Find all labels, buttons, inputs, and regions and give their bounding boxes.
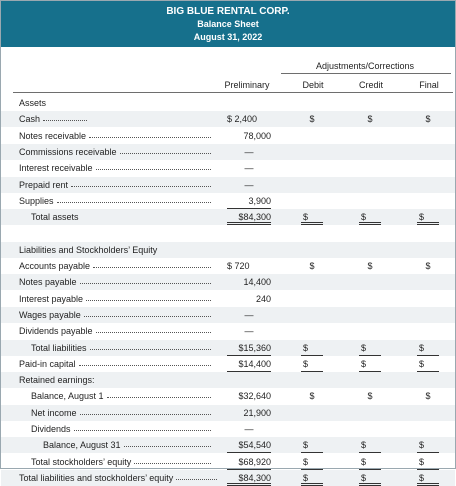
row-label bbox=[19, 128, 213, 144]
row-label-text: Wages payable bbox=[19, 309, 81, 320]
row-label-text: Total assets bbox=[31, 212, 79, 223]
row-label bbox=[19, 356, 213, 372]
final-entry: $ bbox=[417, 209, 439, 225]
statement-row bbox=[1, 405, 455, 421]
row-label bbox=[19, 193, 213, 209]
credit-entry: $ bbox=[359, 356, 381, 372]
credit-entry: $ bbox=[359, 437, 381, 453]
statement-row bbox=[1, 470, 455, 486]
statement-row bbox=[1, 144, 455, 160]
debit-entry: $ bbox=[309, 114, 315, 125]
row-label-text: Interest receivable bbox=[19, 163, 93, 174]
preliminary-value: 78,000 bbox=[243, 130, 271, 141]
row-label bbox=[19, 274, 213, 290]
credit-entry: $ bbox=[359, 209, 381, 225]
dot-leader bbox=[107, 388, 211, 398]
preliminary-value: $32,640 bbox=[238, 391, 271, 402]
row-label-text: Total liabilities bbox=[31, 342, 87, 353]
preliminary-value: 21,900 bbox=[243, 407, 271, 418]
row-label-text: Notes payable bbox=[19, 277, 77, 288]
statement-row bbox=[1, 437, 455, 453]
dot-leader bbox=[93, 258, 211, 268]
preliminary-value: $14,400 bbox=[227, 356, 271, 372]
row-label-text: Dividends bbox=[31, 424, 71, 434]
dot-leader bbox=[74, 421, 211, 431]
final-entry: $ bbox=[425, 114, 431, 125]
dot-leader bbox=[96, 160, 211, 170]
final-entry: $ bbox=[425, 261, 431, 271]
preliminary-value: 3,900 bbox=[227, 193, 271, 209]
credit-entry: $ bbox=[359, 454, 381, 470]
row-label bbox=[19, 470, 219, 486]
dot-leader bbox=[176, 470, 217, 480]
preliminary-value: 14,400 bbox=[243, 277, 271, 288]
preliminary-value: — bbox=[244, 424, 254, 434]
adjustments-rule bbox=[281, 73, 451, 74]
row-label bbox=[31, 340, 213, 356]
row-label bbox=[19, 258, 213, 274]
dot-leader bbox=[86, 291, 211, 301]
row-label-text: Balance, August 1 bbox=[31, 391, 104, 402]
statement-row bbox=[1, 421, 455, 437]
row-label bbox=[31, 421, 213, 437]
row-label-text: Net income bbox=[31, 407, 77, 418]
row-label-text: Total liabilities and stockholders’ equity bbox=[19, 472, 174, 483]
final-entry: $ bbox=[417, 340, 439, 356]
credit-entry: $ bbox=[367, 391, 373, 402]
row-label-text: Retained earnings: bbox=[19, 375, 95, 386]
dot-leader bbox=[124, 437, 211, 447]
row-label bbox=[19, 95, 213, 111]
row-label bbox=[19, 307, 213, 323]
statement-row bbox=[1, 225, 455, 241]
row-label-text: Dividends payable bbox=[19, 326, 93, 337]
statement-row bbox=[1, 454, 455, 470]
row-label bbox=[31, 405, 213, 421]
preliminary-value: $54,540 bbox=[227, 437, 271, 453]
row-label bbox=[31, 209, 213, 225]
row-label-text: Balance, August 31 bbox=[43, 440, 121, 451]
col-final: Final bbox=[419, 80, 439, 90]
dot-leader bbox=[57, 193, 211, 203]
row-label bbox=[19, 160, 213, 176]
statement-row bbox=[1, 258, 455, 274]
debit-entry: $ bbox=[301, 437, 323, 453]
row-label-text: Interest payable bbox=[19, 293, 84, 304]
col-credit: Credit bbox=[358, 80, 383, 90]
final-entry: $ bbox=[417, 454, 439, 470]
row-label bbox=[19, 144, 213, 160]
final-entry: $ bbox=[425, 391, 431, 402]
row-label-text: Cash bbox=[19, 114, 41, 125]
row-label-text: Accounts payable bbox=[19, 261, 91, 271]
statement-row bbox=[1, 274, 455, 290]
row-label-text: Supplies bbox=[19, 195, 54, 206]
dot-leader bbox=[96, 323, 211, 333]
statement-row bbox=[1, 242, 455, 258]
preliminary-value: 240 bbox=[255, 293, 271, 304]
credit-entry: $ bbox=[367, 261, 373, 271]
preliminary-value: $84,300 bbox=[227, 209, 271, 225]
preliminary-value: $84,300 bbox=[227, 470, 271, 486]
final-entry: $ bbox=[417, 437, 439, 453]
statement-row bbox=[1, 372, 455, 388]
dot-leader bbox=[71, 177, 211, 187]
row-label bbox=[31, 388, 213, 404]
dot-leader bbox=[89, 128, 211, 138]
dot-leader bbox=[90, 340, 211, 350]
statement-row bbox=[1, 323, 455, 339]
preliminary-value: — bbox=[244, 309, 254, 320]
statement-row bbox=[1, 307, 455, 323]
row-label-text: Paid-in capital bbox=[19, 358, 76, 369]
debit-entry: $ bbox=[301, 470, 323, 486]
debit-entry: $ bbox=[301, 454, 323, 470]
row-label-text: Assets bbox=[19, 98, 47, 108]
preliminary-value: $ 720 bbox=[227, 261, 250, 271]
statement-row bbox=[1, 193, 455, 209]
row-label bbox=[31, 454, 213, 470]
row-label bbox=[19, 242, 213, 258]
credit-entry: $ bbox=[359, 340, 381, 356]
statement-row bbox=[1, 95, 455, 111]
credit-entry: $ bbox=[367, 114, 373, 125]
statement-row bbox=[1, 160, 455, 176]
dot-leader bbox=[84, 307, 211, 317]
preliminary-value: — bbox=[244, 179, 254, 190]
dot-leader bbox=[120, 144, 211, 154]
row-label bbox=[43, 437, 213, 453]
row-label-text: Notes receivable bbox=[19, 130, 87, 141]
adjustments-heading: Adjustments/Corrections bbox=[315, 61, 415, 71]
preliminary-value: — bbox=[244, 146, 254, 157]
final-entry: $ bbox=[417, 470, 439, 486]
statement-row bbox=[1, 111, 455, 127]
statement-header bbox=[1, 1, 455, 47]
dot-leader bbox=[79, 356, 211, 366]
header-rule bbox=[13, 92, 453, 93]
company-name: BIG BLUE RENTAL CORP. bbox=[166, 6, 290, 17]
row-label bbox=[19, 111, 89, 127]
preliminary-value: — bbox=[244, 163, 254, 174]
dot-leader bbox=[43, 111, 87, 121]
statement-date: August 31, 2022 bbox=[193, 32, 263, 42]
row-label-text: Prepaid rent bbox=[19, 179, 69, 190]
final-entry: $ bbox=[417, 356, 439, 372]
preliminary-value: $68,920 bbox=[227, 454, 271, 470]
row-label-text: Total stockholders’ equity bbox=[31, 456, 132, 467]
row-label-text: Commissions receivable bbox=[19, 146, 117, 157]
statement-row bbox=[1, 388, 455, 404]
debit-entry: $ bbox=[309, 391, 315, 402]
debit-entry: $ bbox=[301, 356, 323, 372]
statement-row bbox=[1, 177, 455, 193]
statement-row bbox=[1, 209, 455, 225]
dot-leader bbox=[134, 454, 211, 464]
row-label bbox=[19, 372, 213, 388]
col-debit: Debit bbox=[302, 80, 324, 90]
statement-row bbox=[1, 340, 455, 356]
debit-entry: $ bbox=[309, 261, 315, 271]
statement-row bbox=[1, 356, 455, 372]
credit-entry: $ bbox=[359, 470, 381, 486]
statement-row bbox=[1, 291, 455, 307]
statement-row bbox=[1, 128, 455, 144]
dot-leader bbox=[80, 274, 211, 284]
dot-leader bbox=[80, 405, 211, 415]
debit-entry: $ bbox=[301, 209, 323, 225]
row-label-text: Liabilities and Stockholders’ Equity bbox=[19, 244, 158, 255]
row-label bbox=[19, 291, 213, 307]
preliminary-value: $15,360 bbox=[227, 340, 271, 356]
row-label bbox=[19, 177, 213, 193]
debit-entry: $ bbox=[301, 340, 323, 356]
preliminary-value: — bbox=[244, 326, 254, 337]
row-label bbox=[19, 323, 213, 339]
preliminary-value: $ 2,400 bbox=[227, 114, 258, 125]
statement-title: Balance Sheet bbox=[197, 19, 259, 29]
col-preliminary: Preliminary bbox=[224, 80, 270, 90]
